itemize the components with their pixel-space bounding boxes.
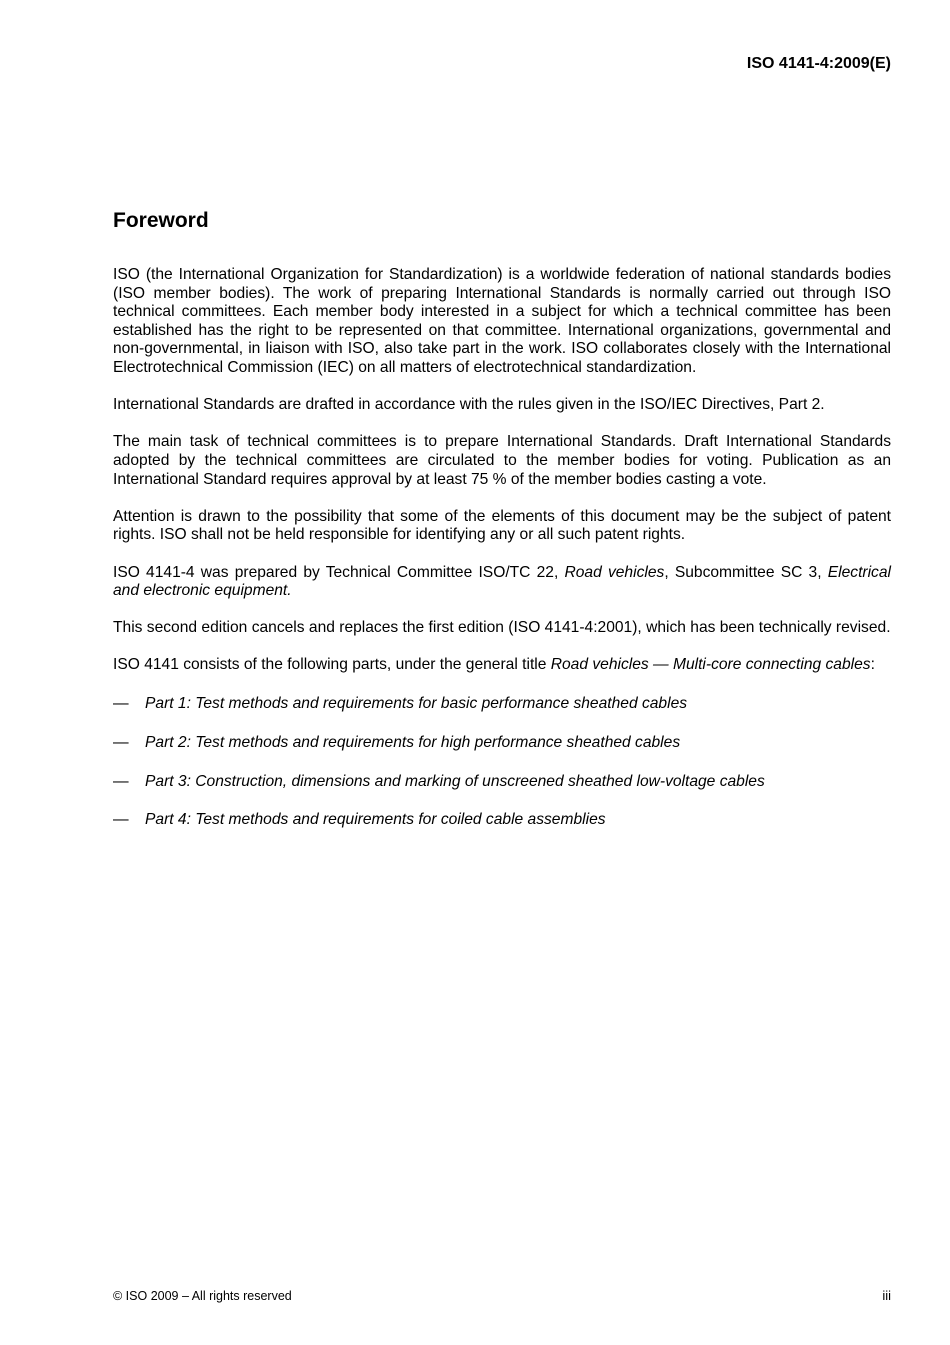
- text: ISO 4141-4 was prepared by Technical Committee ISO/TC 22,: [113, 563, 565, 581]
- document-id-header: ISO 4141-4:2009(E): [746, 55, 891, 72]
- paragraph-parts: [113, 656, 891, 675]
- italic-text: Road vehicles: [564, 563, 665, 581]
- list-item-text: Part 1: Test methods and requirements for basic performance sheathed cables: [145, 695, 688, 713]
- dash-bullet: —: [113, 733, 129, 751]
- dash-bullet: —: [113, 811, 129, 829]
- paragraph-patent: Attention is drawn to the possibility that some of the elements of this document may be the subject of patent rights. ISO shall not be held responsible for identifying any or all such patent rights.: [113, 507, 891, 544]
- paragraph-directives: International Standards are drafted in accordance with the rules given in the ISO/IEC Directives, Part 2.: [113, 396, 825, 414]
- page-number: iii: [882, 1288, 891, 1303]
- list-item: [113, 811, 891, 850]
- parts-list: [113, 695, 891, 850]
- text: .: [287, 582, 292, 600]
- text: ISO 4141 consists of the following parts, under the general title: [113, 656, 551, 674]
- text: :: [870, 656, 875, 674]
- list-item-text: Part 2: Test methods and requirements for high performance sheathed cables: [145, 733, 681, 751]
- dash-bullet: —: [113, 772, 129, 790]
- paragraph-main-task: The main task of technical committees is to prepare International Standards. Draft International Standards adopted by the technical committees are circulated to the member bodies for voting. Publication as an International Standard requires approval by at least 75 % of the member bodies casting a vote.: [113, 433, 891, 488]
- list-item: [113, 773, 891, 812]
- list-item: [113, 734, 891, 773]
- paragraph-prepared-by: [113, 564, 891, 601]
- paragraph-iso-intro: ISO (the International Organization for Standardization) is a worldwide federation of national standards bodies (ISO member bodies). The work of preparing International Standards is normally carried out through ISO technical committees. Each member body interested in a subject for which a technical committee has been established has the right to be represented on that committee. International organizations, governmental and non-governmental, in liaison with ISO, also take part in the work. ISO collaborates closely with the International Electrotechnical Commission (IEC) on all matters of electrotechnical standardization.: [113, 266, 891, 376]
- list-item-text: Part 3: Construction, dimensions and marking of unscreened sheathed low-voltage cables: [145, 772, 765, 790]
- copyright-footer: © ISO 2009 – All rights reserved: [113, 1289, 292, 1303]
- list-item: [113, 695, 891, 734]
- italic-text: Road vehicles — Multi-core connecting cables: [550, 656, 871, 674]
- dash-bullet: —: [113, 695, 129, 713]
- foreword-section: [113, 208, 891, 850]
- section-title: Foreword: [113, 209, 209, 232]
- text: , Subcommittee SC 3,: [664, 563, 828, 581]
- list-item-text: Part 4: Test methods and requirements for coiled cable assemblies: [145, 811, 606, 829]
- italic-text: Electrical and electronic equipment: [113, 563, 891, 600]
- paragraph-edition: This second edition cancels and replaces the first edition (ISO 4141-4:2001), which has been technically revised.: [113, 619, 891, 637]
